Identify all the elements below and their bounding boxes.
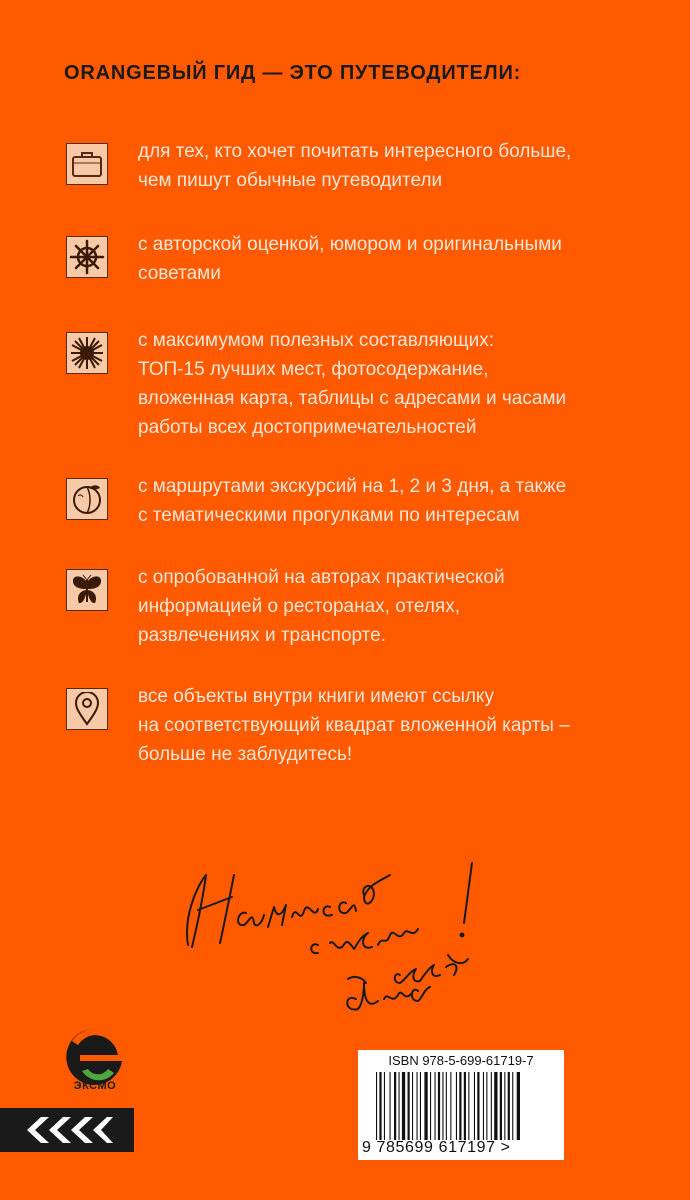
barcode-bar (477, 1072, 479, 1140)
isbn-barcode (358, 1050, 564, 1160)
barcode-bar (402, 1072, 405, 1140)
barcode-bar (512, 1072, 513, 1140)
barcode-bar (468, 1072, 469, 1140)
feature-text-line: больше не заблудитесь! (138, 744, 353, 765)
isbn-label: ISBN 978-5-699-61719-7 (388, 1053, 534, 1068)
barcode-bar (420, 1072, 421, 1140)
barcode-bar (508, 1072, 510, 1140)
barcode-bar (399, 1072, 400, 1140)
barcode-bar (450, 1072, 451, 1140)
barcode-bar (390, 1072, 391, 1140)
sun-icon (66, 332, 108, 374)
publisher-name: ЭКСМО (73, 1080, 117, 1092)
barcode-bar (459, 1072, 461, 1140)
barcode-digits: 9 785699 617197 > (362, 1139, 511, 1156)
feature-text-line: с тематическими прогулками по интересам (138, 505, 520, 526)
barcode-bar (408, 1072, 410, 1140)
series-strip (0, 1108, 134, 1152)
barcode-bar (474, 1072, 475, 1140)
page-heading: ORANGEВЫЙ ГИД — ЭТО ПУТЕВОДИТЕЛИ: (64, 62, 522, 84)
barcode-bar (483, 1072, 484, 1140)
barcode-bars (376, 1072, 548, 1140)
barcode-bar (500, 1072, 502, 1140)
barcode-bar (394, 1072, 396, 1140)
barcode-bar (486, 1072, 487, 1140)
feature-text-line: работы всех достопримечательностей (138, 417, 477, 438)
barcode-bar (384, 1072, 385, 1140)
feature-text-line: с авторской оценкой, юмором и оригинальными (138, 234, 562, 255)
barcode-bar (438, 1072, 440, 1140)
feature-text-line: с максимумом полезных составляющих: (138, 330, 495, 351)
barcode-bar (417, 1072, 418, 1140)
barcode-bar (517, 1072, 520, 1140)
feature-text-line: вложенная карта, таблицы с адресами и часами (138, 388, 567, 409)
feature-text-line: ТОП-15 лучших мест, фотосодержание, (138, 359, 489, 380)
suitcase-icon (66, 143, 108, 185)
feature-text-line: информацией о ресторанах, отелях, (138, 596, 460, 617)
feature-text-line: советами (138, 263, 221, 284)
feature-text-line: развлечениях и транспорте. (138, 625, 387, 646)
barcode-bar (456, 1072, 457, 1140)
barcode-bar (446, 1072, 447, 1140)
barcode-bar (494, 1072, 497, 1140)
barcode-bar (491, 1072, 492, 1140)
feature-text-line: на соответствующий квадрат вложенной карты – (138, 715, 570, 736)
barcode-bar (435, 1072, 436, 1140)
chevrons-left-icon (21, 1115, 113, 1145)
feature-text-line: чем пишут обычные путеводители (138, 170, 443, 191)
handwritten-signature (168, 815, 488, 1025)
barcode-bar (504, 1072, 505, 1140)
barcode-bar (379, 1072, 381, 1140)
feature-text-line: для тех, кто хочет почитать интересного больше, (138, 141, 572, 162)
feature-text-line: все объекты внутри книги имеют ссылку (138, 686, 494, 707)
barcode-bar (376, 1072, 377, 1140)
barcode-bar (430, 1072, 431, 1140)
barcode-bar (464, 1072, 466, 1140)
barcode-bar (442, 1072, 443, 1140)
barcode-bar (412, 1072, 413, 1140)
feature-text-line: с маршрутами экскурсий на 1, 2 и 3 дня, а также (138, 476, 567, 497)
peach-icon (66, 478, 108, 520)
feature-text-line: с опробованной на авторах практической (138, 567, 505, 588)
barcode-bar (424, 1072, 427, 1140)
ship-wheel-icon (66, 236, 108, 278)
map-pin-icon (66, 688, 108, 730)
butterfly-icon (66, 569, 108, 611)
